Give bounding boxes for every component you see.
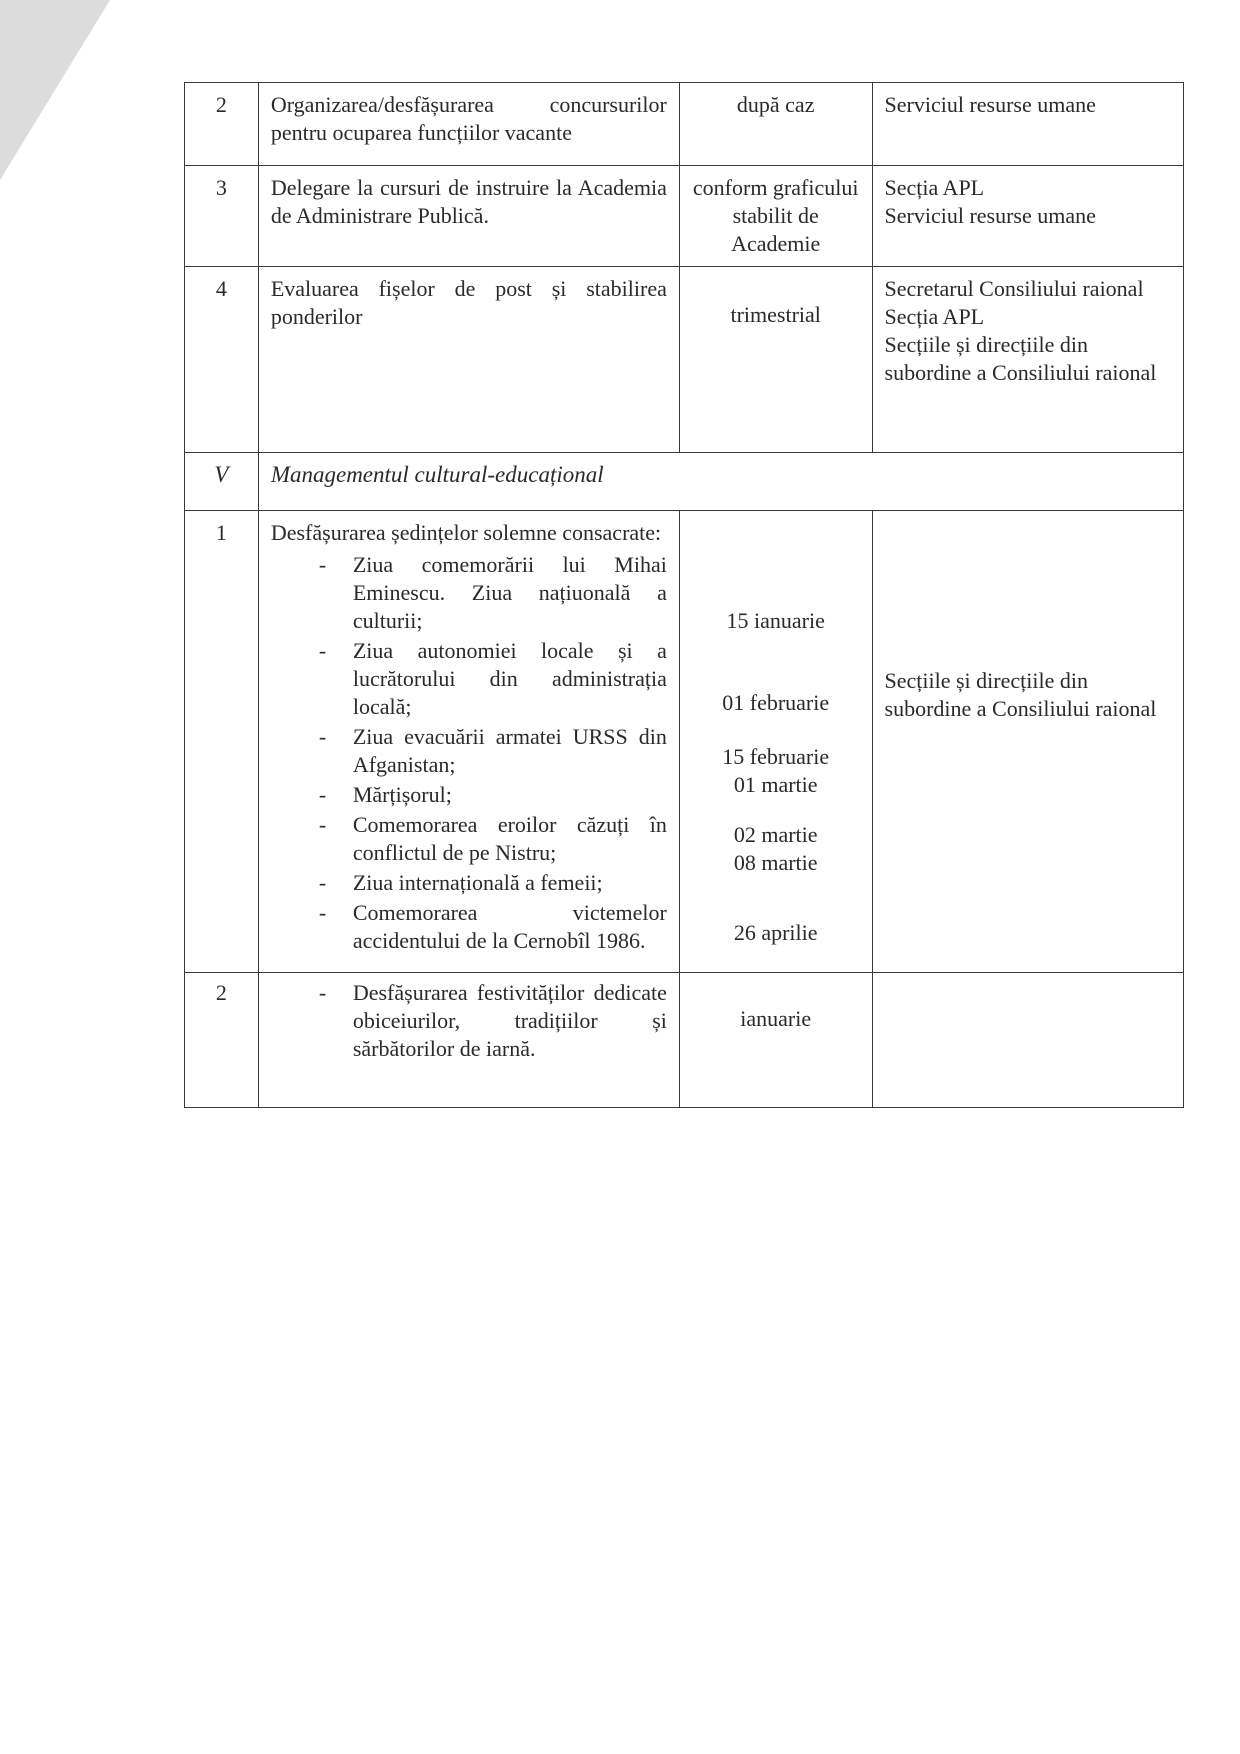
table-row (185, 267, 1184, 453)
activity-cell: Evaluarea fișelor de post și stabilirea ponderilor (258, 267, 679, 453)
table-row (185, 973, 1184, 1108)
responsible-cell (872, 511, 1183, 973)
activity-cell: Delegare la cursuri de instruire la Academia de Administrare Publică. (258, 166, 679, 267)
term-cell: conform graficului stabilit de Academie (679, 166, 872, 267)
responsible-line: Secția APL (884, 175, 985, 200)
row-number: 4 (185, 267, 259, 453)
responsible-cell (872, 973, 1183, 1108)
date-item: 15 februarie (722, 744, 830, 769)
date-item: 26 aprilie (733, 920, 818, 945)
row-number: 2 (185, 83, 259, 166)
responsible-line: Secțiile și direcțiile din subordine a Consiliului raional (884, 332, 1157, 385)
list-item: - Comemorarea victemelor accidentului de la Cernobîl 1986. (271, 899, 667, 955)
row-number: 3 (185, 166, 259, 267)
term-cell (679, 511, 872, 973)
date-item: 01 februarie (722, 690, 830, 715)
activity-cell (258, 973, 679, 1108)
table-row (185, 511, 1184, 973)
section-number: V (185, 453, 259, 511)
date-item: 02 martie (733, 822, 818, 847)
list-item: - Mărțișorul; (271, 781, 667, 809)
term-cell (679, 267, 872, 453)
date-item: 01 martie (733, 772, 818, 797)
list-item: - Ziua comemorării lui Mihai Eminescu. Ziua națiuonală a culturii; (271, 551, 667, 635)
term-text: ianuarie (740, 1006, 812, 1031)
section-row (185, 453, 1184, 511)
table-row (185, 83, 1184, 166)
row-number: 1 (185, 511, 259, 973)
table-row (185, 166, 1184, 267)
date-item: 15 ianuarie (726, 608, 825, 633)
list-item: - Ziua evacuării armatei URSS din Afganistan; (271, 723, 667, 779)
list-item: - Ziua internațională a femeii; (271, 869, 667, 897)
activity-cell (258, 511, 679, 973)
responsible-cell (872, 83, 1183, 166)
responsible-line: Serviciul resurse umane (884, 92, 1096, 117)
term-cell (679, 973, 872, 1108)
term-text: trimestrial (730, 302, 821, 327)
activity-cell: Organizarea/desfășurarea concursurilor pentru ocuparea funcțiilor vacante (258, 83, 679, 166)
list-item: - Comemorarea eroilor căzuți în conflictul de pe Nistru; (271, 811, 667, 867)
date-item: 08 martie (733, 850, 818, 875)
responsible-line: Secretarul Consiliului raional (884, 276, 1144, 301)
responsible-cell (872, 166, 1183, 267)
events-list (271, 551, 667, 955)
row-number: 2 (185, 973, 259, 1108)
activity-plan-table (184, 82, 1184, 1108)
term-cell: după caz (679, 83, 872, 166)
activity-text: - Desfășurarea festivităților dedicate obiceiurilor, tradițiilor și sărbătorilor de iarnă. (271, 979, 667, 1063)
folded-page-corner (0, 0, 110, 180)
responsible-cell (872, 267, 1183, 453)
activity-intro: Desfășurarea ședințelor solemne consacrate: (270, 520, 662, 545)
section-title: Managementul cultural-educațional (258, 453, 1183, 511)
responsible-line: Secțiile și direcțiile din subordine a Consiliului raional (884, 668, 1157, 721)
responsible-line: Serviciul resurse umane (884, 203, 1096, 228)
list-item: - Ziua autonomiei locale și a lucrătorului din administrația locală; (271, 637, 667, 721)
responsible-line: Secția APL (884, 304, 985, 329)
